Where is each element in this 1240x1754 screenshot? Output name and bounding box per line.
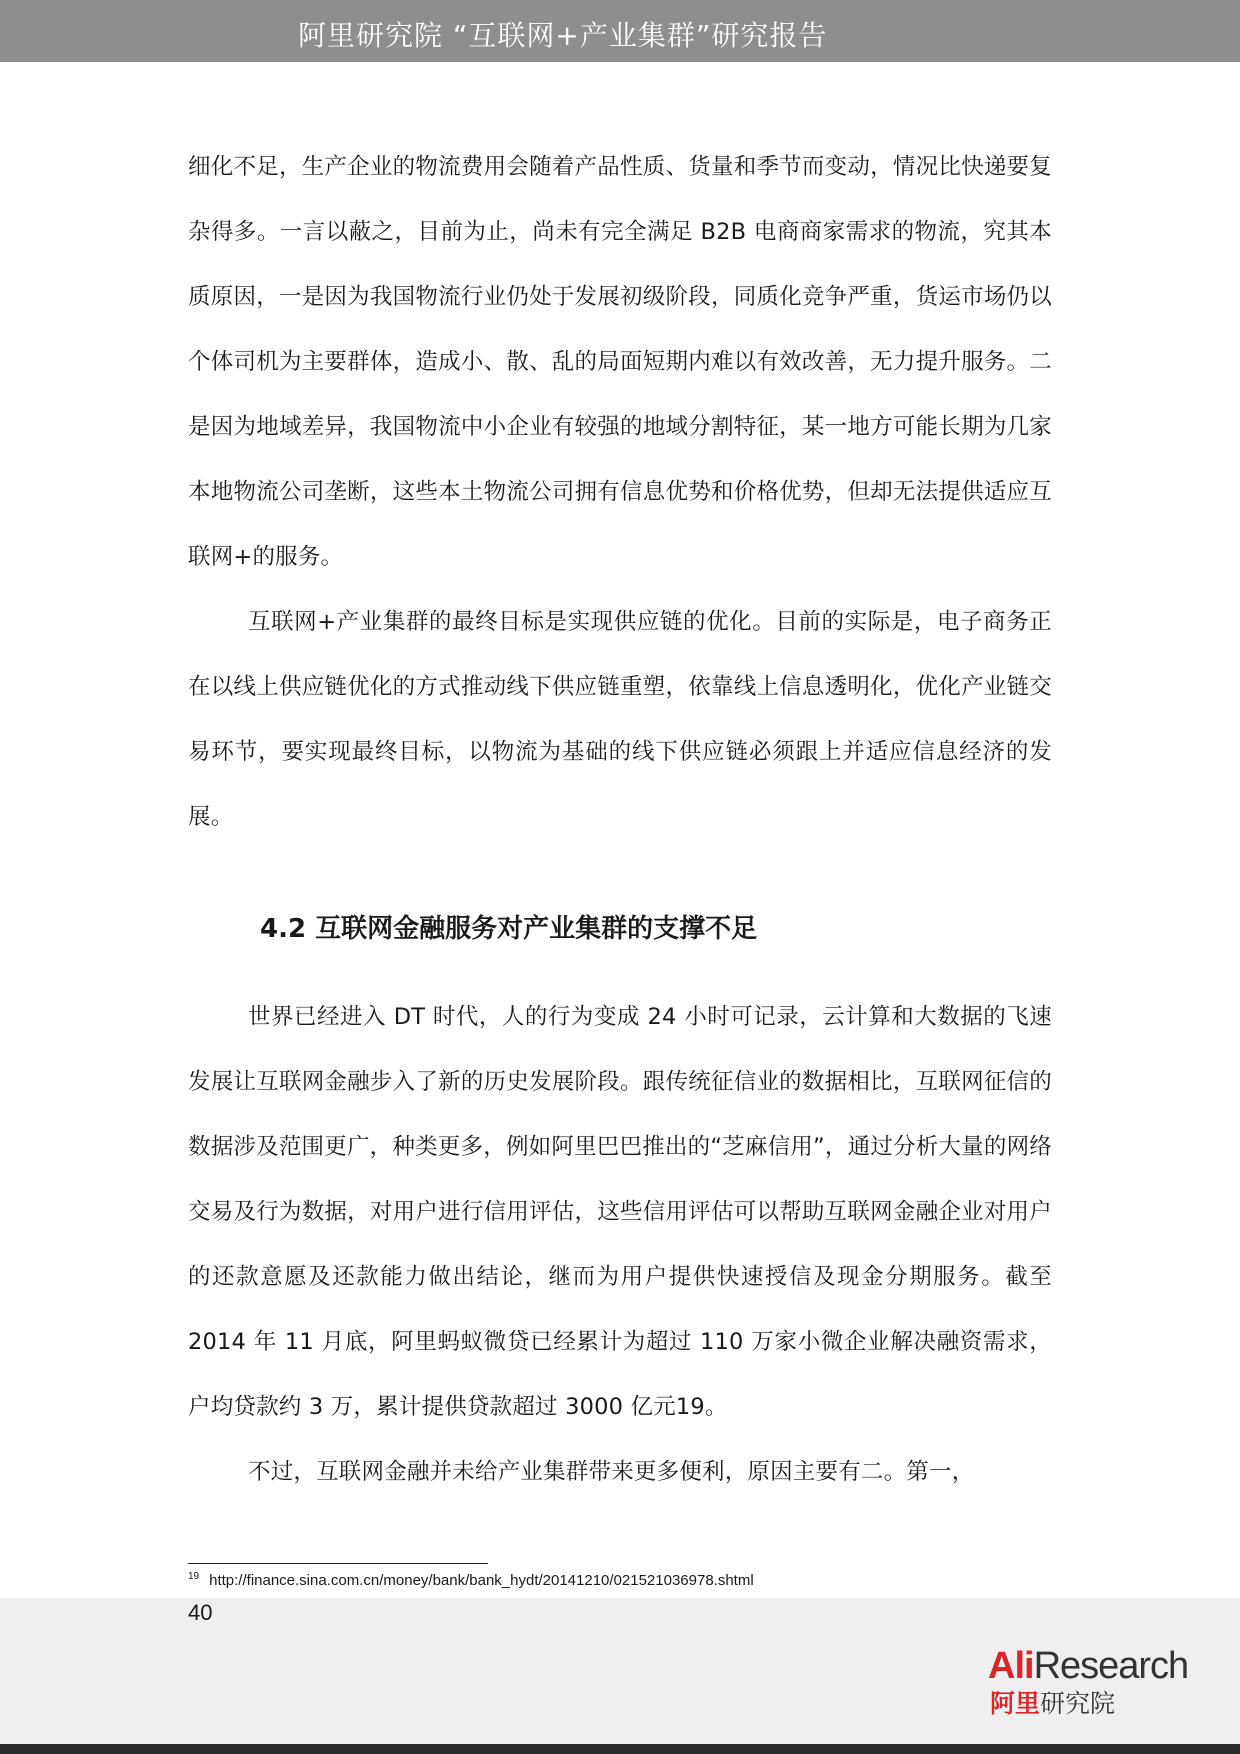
section-heading: 4.2 互联网金融服务对产业集群的支撑不足 [260,914,758,944]
logo-chinese [990,1684,1218,1720]
paragraph-supply-chain [188,590,1052,850]
aliresearch-logo [988,1645,1218,1720]
header-title: 阿里研究院 “互联网+产业集群”研究报告 [298,19,828,52]
paragraph-internet-finance [188,985,1052,1440]
paragraph-text: 互联网+产业集群的最终目标是实现供应链的优化。目前的实际是，电子商务正在以线上供应链优化的方式推动线下供应链重塑，依靠线上信息透明化，优化产业链交易环节，要实现最终目标，以物流为基础的线下供应链必须跟上并适应信息经济的发展。 [188,609,1052,830]
paragraph-logistics [188,135,1052,590]
logo-english [988,1645,1218,1688]
footnote-divider [188,1563,488,1564]
page-number: 40 [188,1600,213,1625]
bottom-bar [0,1744,1240,1754]
logo-institute-text: 研究院 [1040,1689,1116,1718]
logo-ali-cn-text: 阿里 [990,1689,1041,1718]
footnote-marker: 19 [188,1571,200,1582]
footnote [188,1571,754,1589]
page-header [0,0,1240,62]
footnote-link[interactable]: http://finance.sina.com.cn/money/bank/bank_hydt/20141210/021521036978.shtml [209,1572,754,1589]
paragraph-text: 世界已经进入 DT 时代，人的行为变成 24 小时可记录，云计算和大数据的飞速发展让互联网金融步入了新的历史发展阶段。跟传统征信业的数据相比，互联网征信的数据涉及范围更广，种类更多，例如阿里巴巴推出的“芝麻信用”，通过分析大量的网络交易及行为数据，对用户进行信用评估，这些信用评估可以帮助互联网金融企业对用户的还款意愿及还款能力做出结论，继而为用户提供快速授信及现金分期服务。截至 2014 年 11 月底，阿里蚂蚁微贷已经累计为超过 110 万家小微企业解决融资需求，户均贷款约 3 万，累计提供贷款超过 3000 亿元19。 [188,1004,1052,1420]
paragraph-text: 不过，互联网金融并未给产业集群带来更多便利，原因主要有二。第一， [248,1459,975,1485]
paragraph-however [188,1440,1052,1505]
logo-ali-text: Ali [988,1645,1034,1687]
logo-research-text: Research [1033,1645,1189,1687]
paragraph-text: 细化不足，生产企业的物流费用会随着产品性质、货量和季节而变动，情况比快递要复杂得多。一言以蔽之，目前为止，尚未有完全满足 B2B 电商商家需求的物流，究其本质原因，一是因为我国物流行业仍处于发展初级阶段，同质化竞争严重，货运市场仍以个体司机为主要群体，造成小、散、乱的局面短期内难以有效改善，无力提升服务。二是因为地域差异，我国物流中小企业有较强的地域分割特征，某一地方可能长期为几家本地物流公司垄断，这些本土物流公司拥有信息优势和价格优势，但却无法提供适应互联网+的服务。 [188,154,1052,570]
